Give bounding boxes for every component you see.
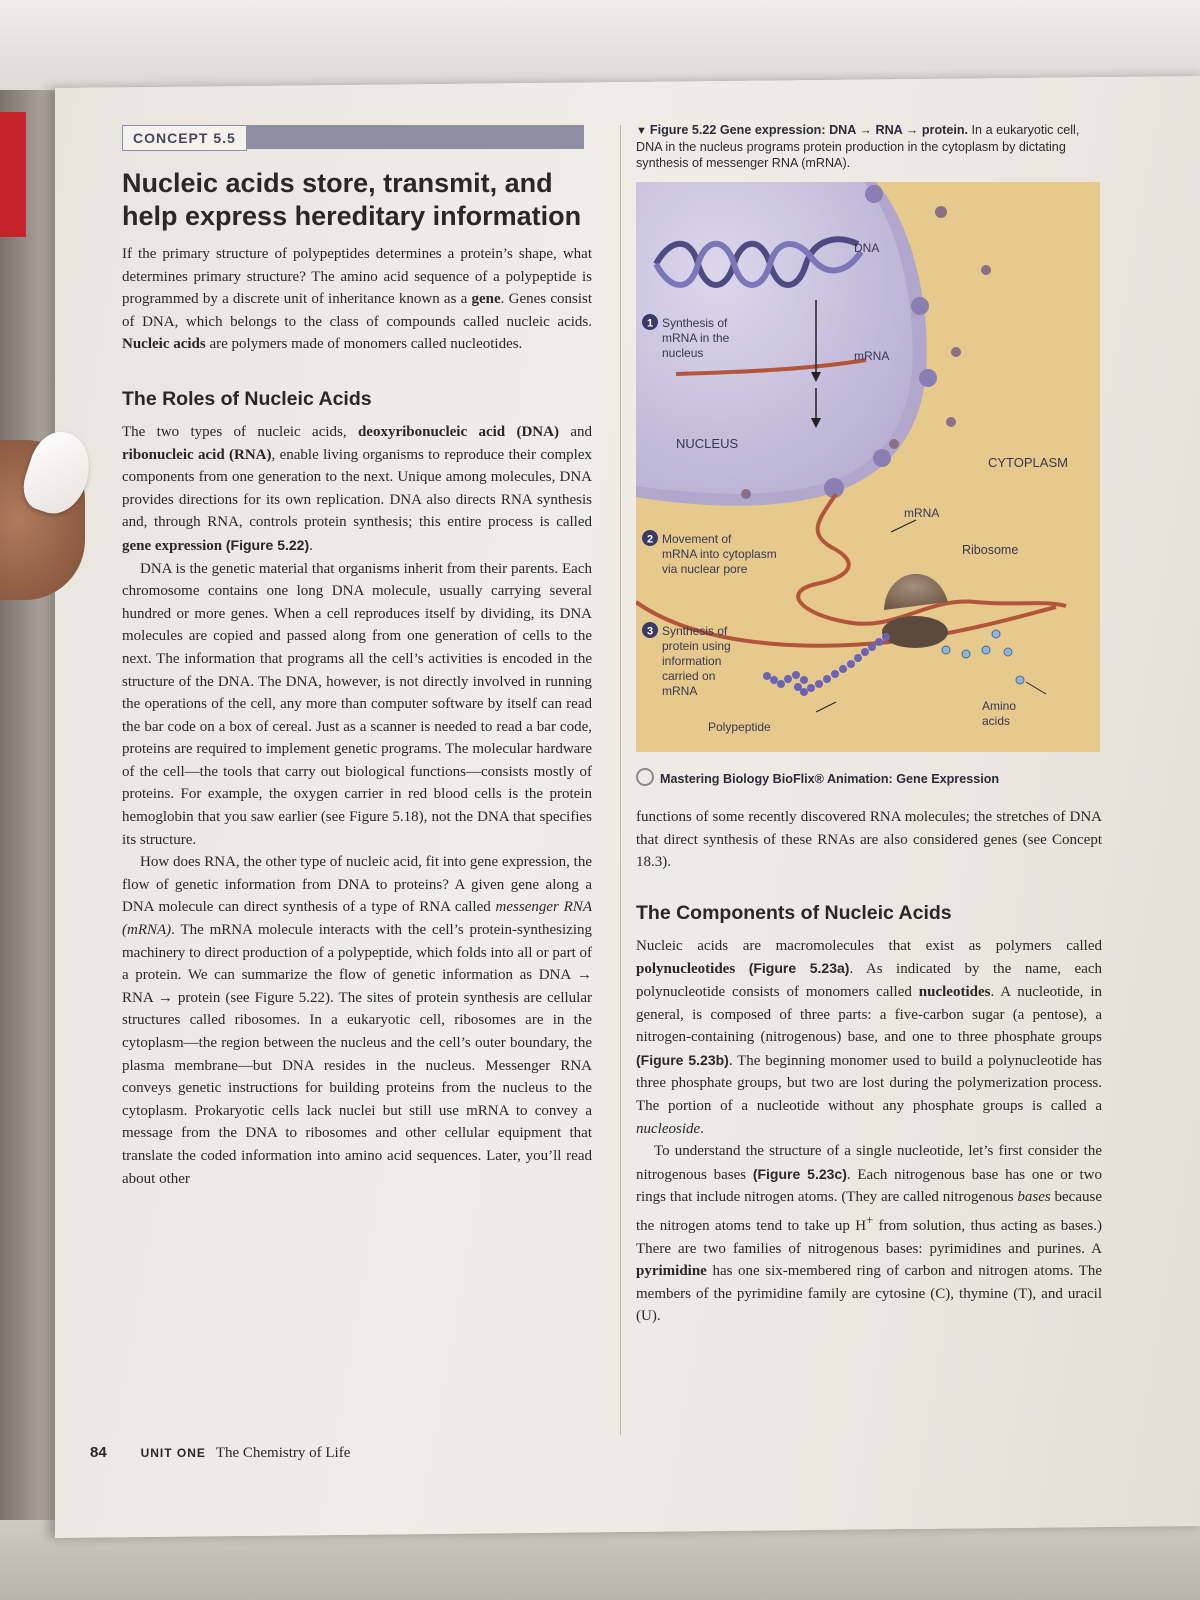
- left-column: [122, 125, 592, 1190]
- svg-text:Movement of: Movement of: [662, 532, 732, 546]
- figure-caption: ▼ Figure 5.22 Gene expression: DNA → RNA → protein. In a eukaryotic cell, DNA in the nucleus programs protein production in the cytoplasm by dictating synthesis of messenger RNA (mRNA).: [636, 123, 1080, 170]
- triangle-icon: ▼: [636, 125, 647, 137]
- svg-text:mRNA in the: mRNA in the: [662, 331, 730, 345]
- ribosome-small-subunit: [882, 616, 948, 648]
- svg-text:via nuclear pore: via nuclear pore: [662, 562, 748, 576]
- heading-components-of-nucleic-acids: The Components of Nucleic Acids: [636, 901, 952, 924]
- nuclear-pore: [919, 369, 937, 387]
- components-paragraph-2: To understand the structure of a single nucleotide, let’s first consider the nitrogenous bases (Figure 5.23c). Each nitrogenous base has one or two rings that include nitrogen atoms. (They are called nitrogenous bases because the nitrogen atoms tend to take up H+ from solution, thus acting as bases.) There are two families of nitrogenous bases: pyrimidines and purines. A pyrimidine has one six-membered ring of carbon and nitrogen atoms. The members of the pyrimidine family are cytosine (C), thymine (T), and uracil (U).: [636, 1143, 1102, 1325]
- heading-roles-of-nucleic-acids: The Roles of Nucleic Acids: [122, 387, 372, 410]
- column-divider: [620, 125, 621, 1435]
- svg-text:2: 2: [646, 533, 654, 546]
- label-amino-1: Amino: [982, 699, 1017, 713]
- page-footer: [90, 1444, 350, 1462]
- animation-icon: [636, 768, 654, 786]
- components-paragraph-1: Nucleic acids are macromolecules that exist as polymers called polynucleotides (Figure 5.23a). As indicated by the name, each polynucleotide consists of monomers called nucleotides. A nucleotide, in general, is composed of three parts: a five-carbon sugar (a pentose), a nitrogen-containing (nitrogenous) base, and one to three phosphate groups (Figure 5.23b). The beginning monomer used to build a polynucleotide has three phosphate groups, but two are lost during the polymerization process. The portion of a nucleotide without any phosphate groups is called a nucleoside.: [636, 937, 1103, 1137]
- svg-text:Synthesis of: Synthesis of: [662, 624, 728, 638]
- label-dna: DNA: [854, 241, 880, 255]
- svg-text:protein using: protein using: [662, 639, 731, 653]
- unit-label: UNIT ONE: [140, 1446, 206, 1460]
- roles-paragraph-2: DNA is the genetic material that organisms inherit from their parents. Each chromosome contains one long DNA molecule, usually carrying several hundred or more genes. When a cell reproduces itself by dividing, its DNA molecules are copied and passed along from one generation of cells to the next. The information that programs all the cell’s activities is encoded in the structure of the DNA. The DNA, however, is not directly involved in running the operations of the cell, any more than computer software by itself can read the bar code on a box of cereal. Just as a scanner is needed to read a bar code, proteins are required to implement genetic programs. The molecular hardware of the cell—the tools that carry out biological functions—consists mostly of proteins. For example, the oxygen carrier in red blood cells is the protein hemoglobin that you saw earlier (see Figure 5.18), not the DNA that specifies its structure.: [122, 560, 592, 848]
- roles-paragraph-3: How does RNA, the other type of nucleic acid, fit into gene expression, the flow of genetic information from DNA to proteins? A given gene along a DNA molecule can direct synthesis of a type of RNA called messenger RNA (mRNA). The mRNA molecule interacts with the cell’s protein-synthesizing machinery to direct production of a polypeptide, which folds into all or part of a protein. We can summarize the flow of genetic information as DNA → RNA → protein (see Figure 5.22). The sites of protein synthesis are cellular structures called ribosomes. In a eukaryotic cell, ribosomes are in the cytoplasm—the region between the nucleus and the cell’s outer boundary, the plasma membrane—but DNA resides in the nucleus. Messenger RNA conveys genetic instructions for building proteins from the nucleus to the cytoplasm. Prokaryotic cells lack nuclei but still use mRNA to convey a message from the DNA to ribosomes and other cellular equipment that translate the coded information into amino acid sequences. Later, you’ll read about other: [122, 854, 592, 1187]
- red-book-edge: [0, 112, 26, 237]
- svg-text:1: 1: [646, 317, 654, 330]
- label-mrna-nucleus: mRNA: [854, 349, 890, 363]
- svg-text:information: information: [662, 654, 722, 668]
- nuclear-pore: [873, 449, 891, 467]
- svg-text:nucleus: nucleus: [662, 346, 704, 360]
- intro-paragraph: If the primary structure of polypeptides determines a protein’s shape, what determines primary structure? The amino acid sequence of a polypeptide is programmed by a discrete unit of inheritance known as a gene. Genes consist of DNA, which belongs to the class of compounds called nucleic acids. Nucleic acids are polymers made of monomers called nucleotides.: [122, 246, 592, 353]
- label-mrna-cytoplasm: mRNA: [904, 506, 940, 520]
- continuation-paragraph: functions of some recently discovered RNA molecules; the stretches of DNA that direct synthesis of these RNAs are also considered genes (see Concept 18.3).: [636, 809, 1102, 871]
- nuclear-pore: [865, 185, 883, 203]
- figure-illustration: [636, 182, 1100, 752]
- nuclear-pore: [911, 297, 929, 315]
- bioflix-link[interactable]: Mastering Biology BioFlix® Animation: Gene Expression: [636, 768, 1100, 786]
- label-amino-2: acids: [982, 714, 1011, 728]
- label-polypeptide: Polypeptide: [708, 720, 771, 734]
- right-column-text: [636, 806, 1102, 1328]
- section-title: Nucleic acids store, transmit, and help express hereditary information: [122, 168, 582, 231]
- svg-text:mRNA into cytoplasm: mRNA into cytoplasm: [662, 547, 777, 561]
- label-nucleus: NUCLEUS: [676, 436, 739, 451]
- page-number: 84: [90, 1444, 107, 1461]
- label-cytoplasm: CYTOPLASM: [988, 455, 1068, 470]
- svg-text:mRNA: mRNA: [662, 684, 698, 698]
- concept-label: CONCEPT 5.5: [122, 125, 247, 151]
- roles-paragraph-1: The two types of nucleic acids, deoxyribonucleic acid (DNA) and ribonucleic acid (RNA), enable living organisms to reproduce their complex components from one generation to the next. Unique among molecules, DNA provides directions for its own replication. DNA also directs RNA synthesis and, through RNA, controls protein synthesis; this entire process is called gene expression (Figure 5.22).: [122, 423, 592, 554]
- svg-text:carried on: carried on: [662, 669, 716, 683]
- concept-banner: [122, 125, 584, 149]
- background-left: [0, 90, 62, 1520]
- svg-text:Synthesis of: Synthesis of: [662, 316, 728, 330]
- svg-text:3: 3: [646, 625, 654, 638]
- label-ribosome: Ribosome: [962, 543, 1019, 557]
- unit-title: The Chemistry of Life: [215, 1445, 351, 1461]
- gene-expression-figure: [636, 182, 1100, 752]
